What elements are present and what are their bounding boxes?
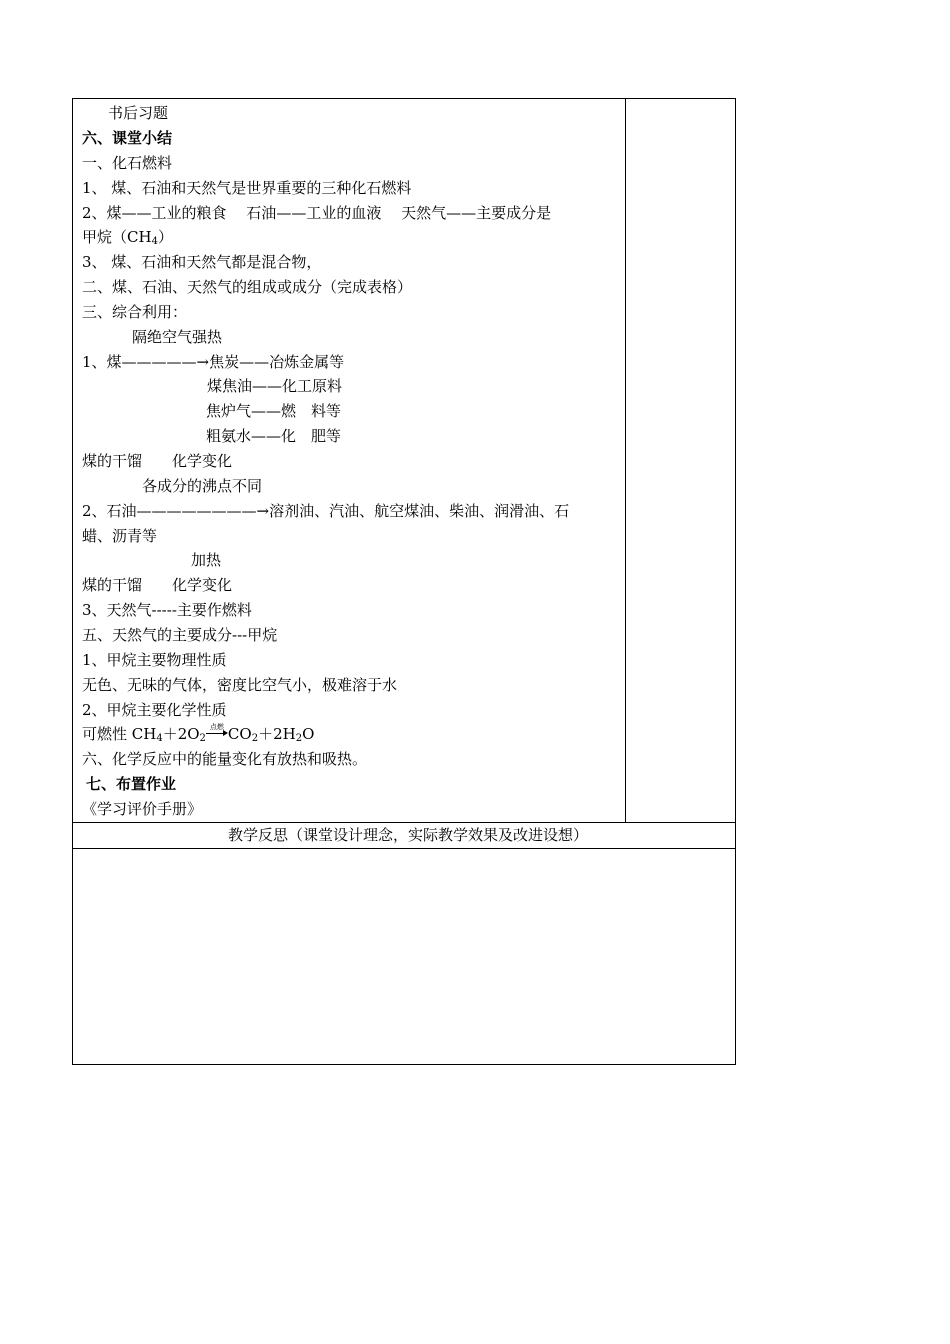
coal-product-line: 煤焦油——化工原料 bbox=[207, 377, 343, 395]
summary-line: 六、化学反应中的能量变化有放热和吸热。 bbox=[82, 750, 368, 768]
condition-label: 各成分的沸点不同 bbox=[142, 477, 263, 495]
reflection-body bbox=[73, 849, 735, 1064]
condition-label: 隔绝空气强热 bbox=[132, 328, 223, 346]
coal-product-line: 1、煤—————→焦炭——冶炼金属等 bbox=[82, 353, 345, 371]
combustion-equation: 可燃性 $CH_4+2O_2$ 点燃 $CO_2+2H_2O$ bbox=[82, 723, 315, 744]
summary-line: 无色、无味的气体，密度比空气小，极难溶于水 bbox=[82, 676, 398, 694]
homework-line: 《学习评价手册》 bbox=[82, 800, 203, 818]
section-heading-homework: 七、布置作业 bbox=[86, 775, 177, 793]
exercise-line: 书后习题 bbox=[108, 104, 169, 122]
reflection-header: 教学反思（课堂设计理念，实际教学效果及改进设想） bbox=[73, 823, 735, 849]
condition-label: 加热 bbox=[191, 551, 222, 569]
notes-cell bbox=[626, 99, 735, 823]
summary-line: 3、天然气-----主要作燃料 bbox=[82, 601, 252, 619]
methane-formula-line: 甲烷$(CH_4)$ bbox=[82, 228, 173, 247]
summary-line: 1、 煤、石油和天然气是世界重要的三种化石燃料 bbox=[82, 179, 412, 197]
fossil-fuel-heading: 一、化石燃料 bbox=[82, 154, 173, 172]
composition-heading: 二、煤、石油、天然气的组成或成分（完成表格） bbox=[82, 278, 413, 296]
methane-heading: 五、天然气的主要成分---甲烷 bbox=[82, 626, 278, 644]
summary-line: 1、甲烷主要物理性质 bbox=[82, 651, 227, 669]
summary-line: 2、甲烷主要化学性质 bbox=[82, 701, 227, 719]
reaction-arrow-icon: 点燃 bbox=[206, 727, 228, 739]
lesson-plan-table bbox=[72, 98, 736, 1065]
summary-line: 3、 煤、石油和天然气都是混合物， bbox=[82, 253, 322, 271]
coal-product-line: 焦炉气——燃 料等 bbox=[206, 402, 342, 420]
utilization-heading: 三、综合利用： bbox=[82, 303, 188, 321]
summary-line: 煤的干馏 化学变化 bbox=[82, 452, 233, 470]
section-heading-summary: 六、课堂小结 bbox=[82, 129, 173, 147]
coal-product-line: 粗氨水——化 肥等 bbox=[206, 427, 342, 445]
petroleum-product-line: 蜡、沥青等 bbox=[82, 527, 158, 545]
lesson-summary-cell bbox=[73, 99, 626, 823]
summary-line: 煤的干馏 化学变化 bbox=[82, 576, 233, 594]
summary-line: 2、煤——工业的粮食 石油——工业的血液 天然气——主要成分是 bbox=[82, 204, 552, 222]
petroleum-product-line: 2、石油————————→溶剂油、汽油、航空煤油、柴油、润滑油、石 bbox=[82, 502, 570, 520]
